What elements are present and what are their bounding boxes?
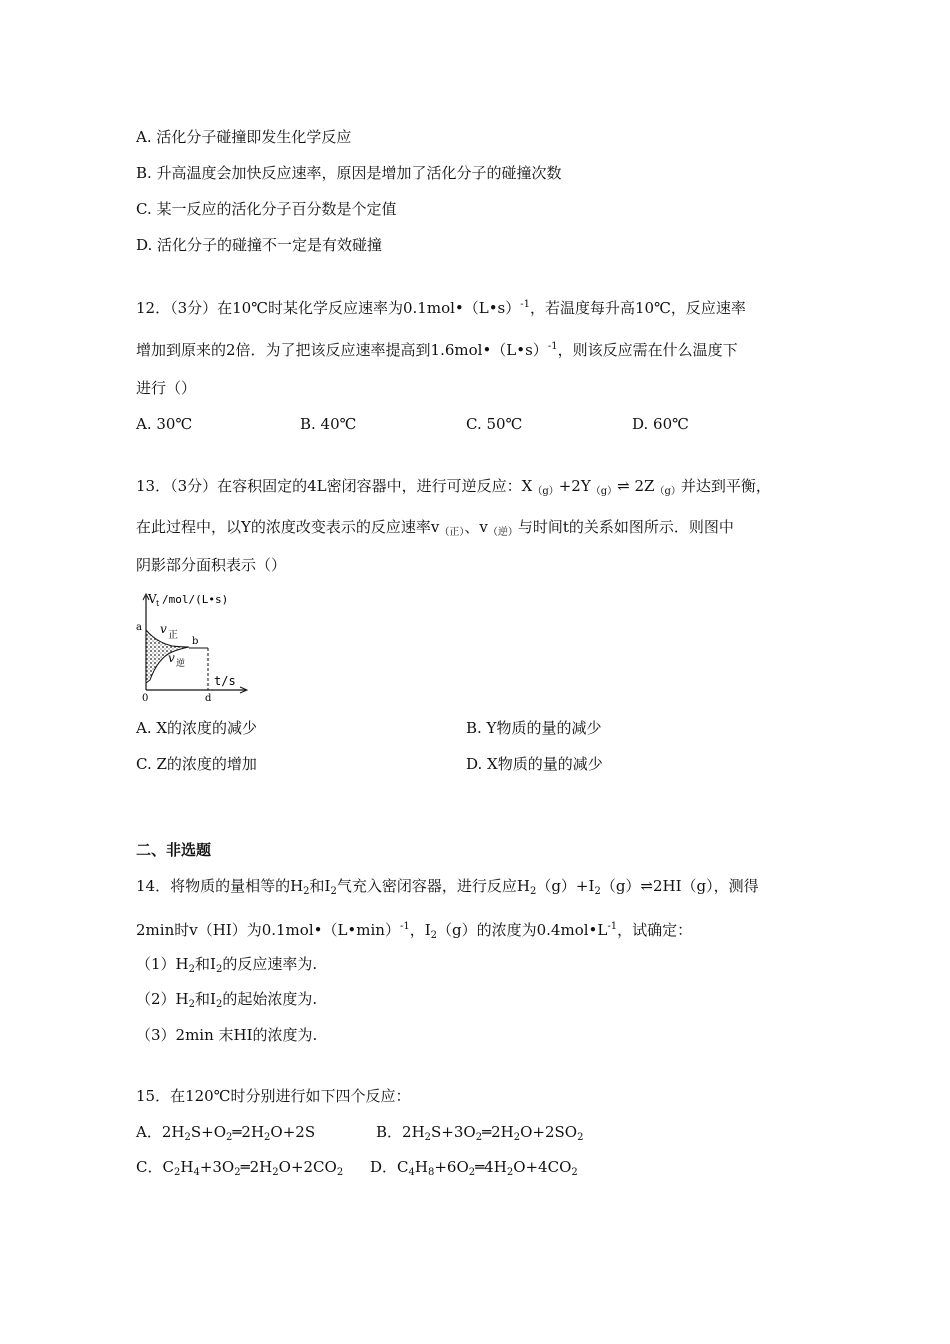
q14-part-3: （3）2min 末HI的浓度为. — [136, 1026, 318, 1044]
v-reverse-label: v — [168, 651, 175, 665]
v-forward-label: v — [160, 622, 167, 636]
q13-text: 、v — [464, 518, 488, 536]
q12-text: 12．（3分）在10℃时某化学反应速率为0.1mol•（L•s） — [136, 299, 521, 317]
q14-line-1 — [136, 876, 759, 902]
q12-exponent: -1 — [520, 299, 531, 310]
q14-subscript: 2 — [594, 886, 601, 897]
q14-part-1 — [136, 954, 317, 980]
q12-option-a: A. 30℃ — [136, 415, 193, 433]
q12-option-d: D. 60℃ — [632, 415, 689, 433]
q15-line-1: 15．在120℃时分别进行如下四个反应： — [136, 1087, 411, 1105]
q14-subscript: 2 — [303, 886, 310, 897]
q14-subscript: 2 — [430, 930, 438, 941]
q15-option-d: D．$C_4H_8+6O_2═4H_2O+4CO_2$ — [370, 1158, 578, 1178]
q14-part-2 — [136, 989, 317, 1015]
q14-subscript: 2 — [215, 999, 223, 1010]
y-axis-label: V — [148, 592, 157, 606]
q14-text: 和I — [195, 955, 216, 973]
q15-option-b: B．$2H_2S+3O_2═2H_2O+2SO_2$ — [376, 1123, 584, 1143]
q13-state: （g） — [590, 486, 618, 497]
q12-text: ，若温度每升高10℃，反应速率 — [530, 299, 746, 317]
q15-option-a: A．$2H_2S+O_2═2H_2O+2S$ — [136, 1123, 316, 1143]
q14-text: 的反应速率为. — [222, 955, 318, 973]
y-axis-unit: /mol/(L•s) — [162, 593, 229, 606]
q13-text: +2Y — [558, 477, 591, 495]
q13-line-1 — [136, 476, 771, 502]
q13-text: 13．（3分）在容积固定的4L密闭容器中，进行可逆反应：X — [136, 477, 533, 495]
q13-option-b: B. Y物质的量的减少 — [466, 719, 602, 737]
x-axis-label: t/s — [214, 674, 236, 688]
q14-text: ，I — [409, 921, 431, 939]
q11-option-c: C. 某一反应的活化分子百分数是个定值 — [136, 200, 397, 218]
q11-option-b: B. 升高温度会加快反应速率，原因是增加了活化分子的碰撞次数 — [136, 164, 562, 182]
q13-line-2 — [136, 517, 734, 543]
q13-text: 并达到平衡， — [680, 477, 771, 495]
point-d-label: d — [205, 693, 212, 702]
q14-text: （g）⇌2HI（g），测得 — [600, 877, 759, 895]
q13-text: 与时间t的关系如图所示．则图中 — [517, 518, 734, 536]
q12-line-2 — [136, 337, 738, 360]
q13-line-3: 阴影部分面积表示（） — [136, 556, 287, 574]
q15-option-c: C．$C_2H_4+3O_2═2H_2O+2CO_2$ — [136, 1158, 344, 1178]
q13-option-a: A. X的浓度的减少 — [136, 719, 258, 737]
q13-subscript: （正） — [439, 527, 465, 538]
q14-text: （2）H — [136, 990, 189, 1008]
q14-exponent: -1 — [399, 921, 410, 932]
q14-text: （g）+I — [536, 877, 595, 895]
q13-option-c: C. Z的浓度的增加 — [136, 755, 257, 773]
q12-text: ，则该反应需在什么温度下 — [557, 341, 738, 359]
origin-label: 0 — [142, 693, 149, 702]
q14-exponent: -1 — [607, 921, 618, 932]
q12-text: 增加到原来的2倍．为了把该反应速率提高到1.6mol•（L•s） — [136, 341, 548, 359]
q12-line-3: 进行（） — [136, 379, 197, 397]
q14-line-2 — [136, 917, 692, 946]
y-axis-sub: t — [156, 599, 160, 608]
q14-text: （g）的浓度为0.4mol•L — [437, 921, 608, 939]
q13-text: ⇌ 2Z — [617, 477, 655, 495]
q14-subscript: 2 — [215, 964, 223, 975]
q12-option-c: C. 50℃ — [466, 415, 523, 433]
rate-time-figure — [134, 590, 264, 702]
q12-exponent: -1 — [547, 341, 558, 352]
v-forward-sub: 正 — [168, 630, 178, 641]
q14-text: （1）H — [136, 955, 189, 973]
q14-subscript: 2 — [529, 886, 537, 897]
q14-text: 和I — [195, 990, 216, 1008]
point-a-label: a — [136, 622, 142, 633]
q14-text: 和I — [309, 877, 331, 895]
q12-option-b: B. 40℃ — [300, 415, 357, 433]
q14-text: 气充入密闭容器，进行反应H — [336, 877, 530, 895]
q11-option-d: D. 活化分子的碰撞不一定是有效碰撞 — [136, 236, 383, 254]
q14-subscript: 2 — [188, 999, 195, 1010]
q13-state: （g） — [654, 486, 681, 497]
q14-text: 的起始浓度为. — [222, 990, 318, 1008]
q13-text: 在此过程中，以Y的浓度改变表示的反应速率v — [136, 518, 440, 536]
q11-option-a: A. 活化分子碰撞即发生化学反应 — [136, 128, 352, 146]
q13-subscript: （逆） — [487, 527, 518, 538]
point-b-label: b — [192, 636, 199, 647]
q14-text: ，试确定： — [617, 921, 693, 939]
q14-text: 14．将物质的量相等的H — [136, 877, 304, 895]
q14-subscript: 2 — [188, 964, 195, 975]
q14-subscript: 2 — [330, 886, 337, 897]
section-heading: 二、非选题 — [136, 841, 212, 859]
v-reverse-sub: 逆 — [176, 659, 186, 669]
q14-text: 2min时v（HI）为0.1mol•（L•min） — [136, 921, 400, 939]
q13-option-d: D. X物质的量的减少 — [466, 755, 603, 773]
q12-line-1 — [136, 295, 746, 318]
q13-state: （g） — [532, 486, 559, 497]
